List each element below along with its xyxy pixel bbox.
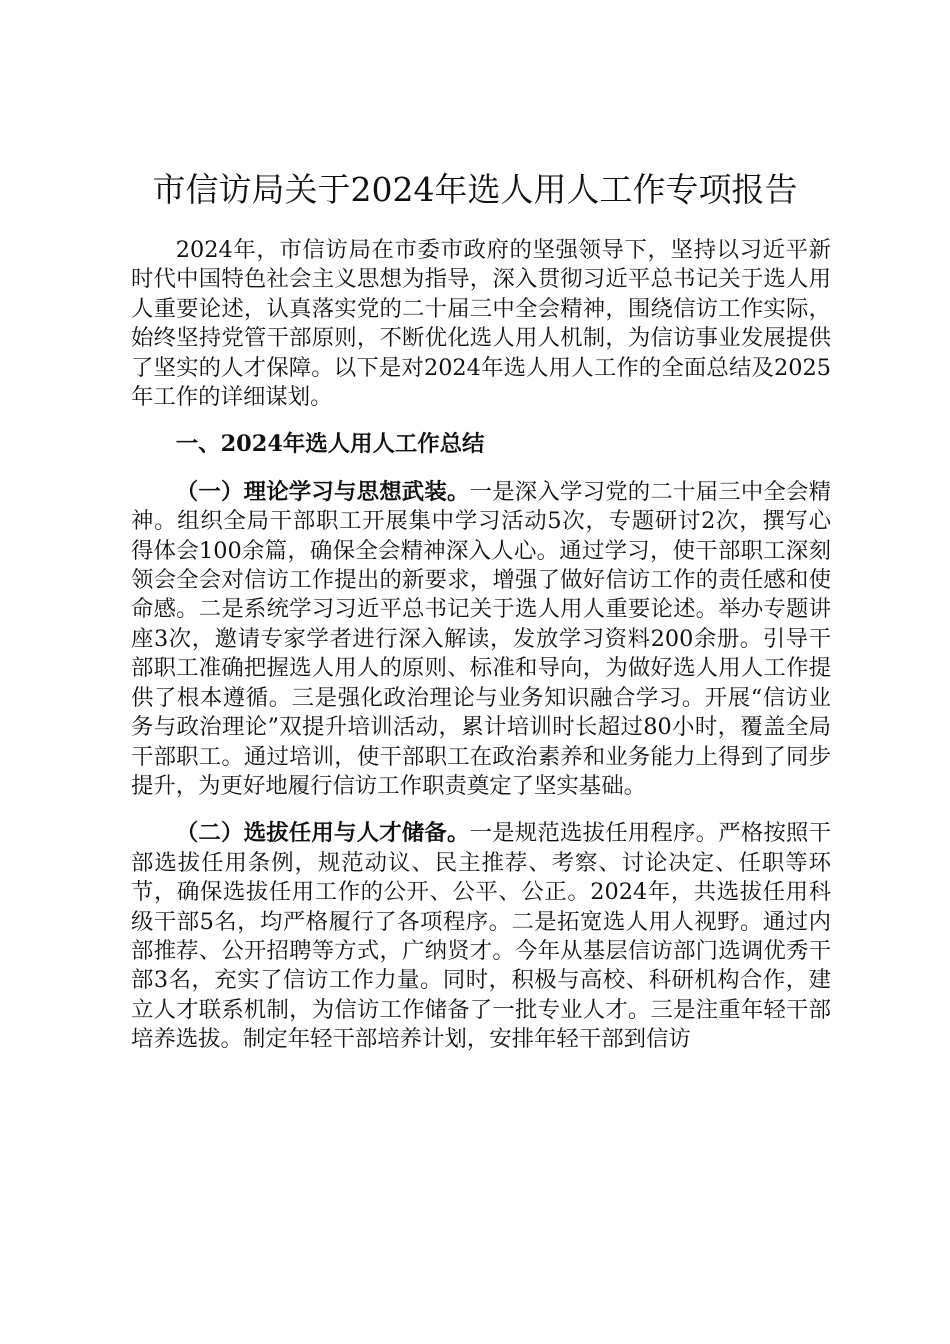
section-heading: 一、2024年选人用人工作总结 <box>175 431 485 458</box>
subsection-paragraph-1 <box>131 478 831 801</box>
subsection-lead-2: （二）选拔任用与人才储备。 <box>175 820 470 847</box>
paragraph-gap <box>131 412 831 430</box>
paragraph-gap <box>131 460 831 478</box>
document-title: 市信访局关于2024年选人用人工作专项报告 <box>152 170 798 209</box>
paragraph-gap <box>131 801 831 819</box>
subsection-text-1: 一是深入学习党的二十届三中全会精神。组织全局干部职工开展集中学习活动5次，专题研讨2次，撰写心得体会100余篇，确保全会精神深入人心。通过学习，使干部职工深刻领会全会对信访工作提出的新要求，增强了做好信访工作的责任感和使命感。二是系统学习习近平总书记关于选人用人重要论述。举办专题讲座3次，邀请专家学者进行深入解读，发放学习资料200余册。引导干部职工准确把握选人用人的原则、标准和导向，为做好选人用人工作提供了根本遵循。三是强化政治理论与业务知识融合学习。开展“信访业务与政治理论”双提升培训活动，累计培训时长超过80小时，覆盖全局干部职工。通过培训，使干部职工在政治素养和业务能力上得到了同步提升，为更好地履行信访工作职责奠定了坚实基础。 <box>131 478 832 799</box>
subsection-paragraph-2 <box>131 819 831 1054</box>
document-body <box>131 236 831 1055</box>
subsection-text-2: 一是规范选拔任用程序。严格按照干部选拔任用条例，规范动议、民主推荐、考察、讨论决定、任职等环节，确保选拔任用工作的公开、公平、公正。2024年，共选拔任用科级干部5名，均严格履行了各项程序。二是拓宽选人用人视野。通过内部推荐、公开招聘等方式，广纳贤才。今年从基层信访部门选调优秀干部3名，充实了信访工作力量。同时，积极与高校、科研机构合作，建立人才联系机制，为信访工作储备了一批专业人才。三是注重年轻干部培养选拔。制定年轻干部培养计划，安排年轻干部到信访 <box>131 820 832 1053</box>
subsection-lead-1: （一）理论学习与思想武装。 <box>175 478 470 505</box>
intro-paragraph: 2024年，市信访局在市委市政府的坚强领导下，坚持以习近平新时代中国特色社会主义思想为指导，深入贯彻习近平总书记关于选人用人重要论述，认真落实党的二十届三中全会精神，围绕信访工作实际，始终坚持党管干部原则，不断优化选人用人机制，为信访事业发展提供了坚实的人才保障。以下是对2024年选人用人工作的全面总结及2025年工作的详细谋划。 <box>131 237 831 411</box>
